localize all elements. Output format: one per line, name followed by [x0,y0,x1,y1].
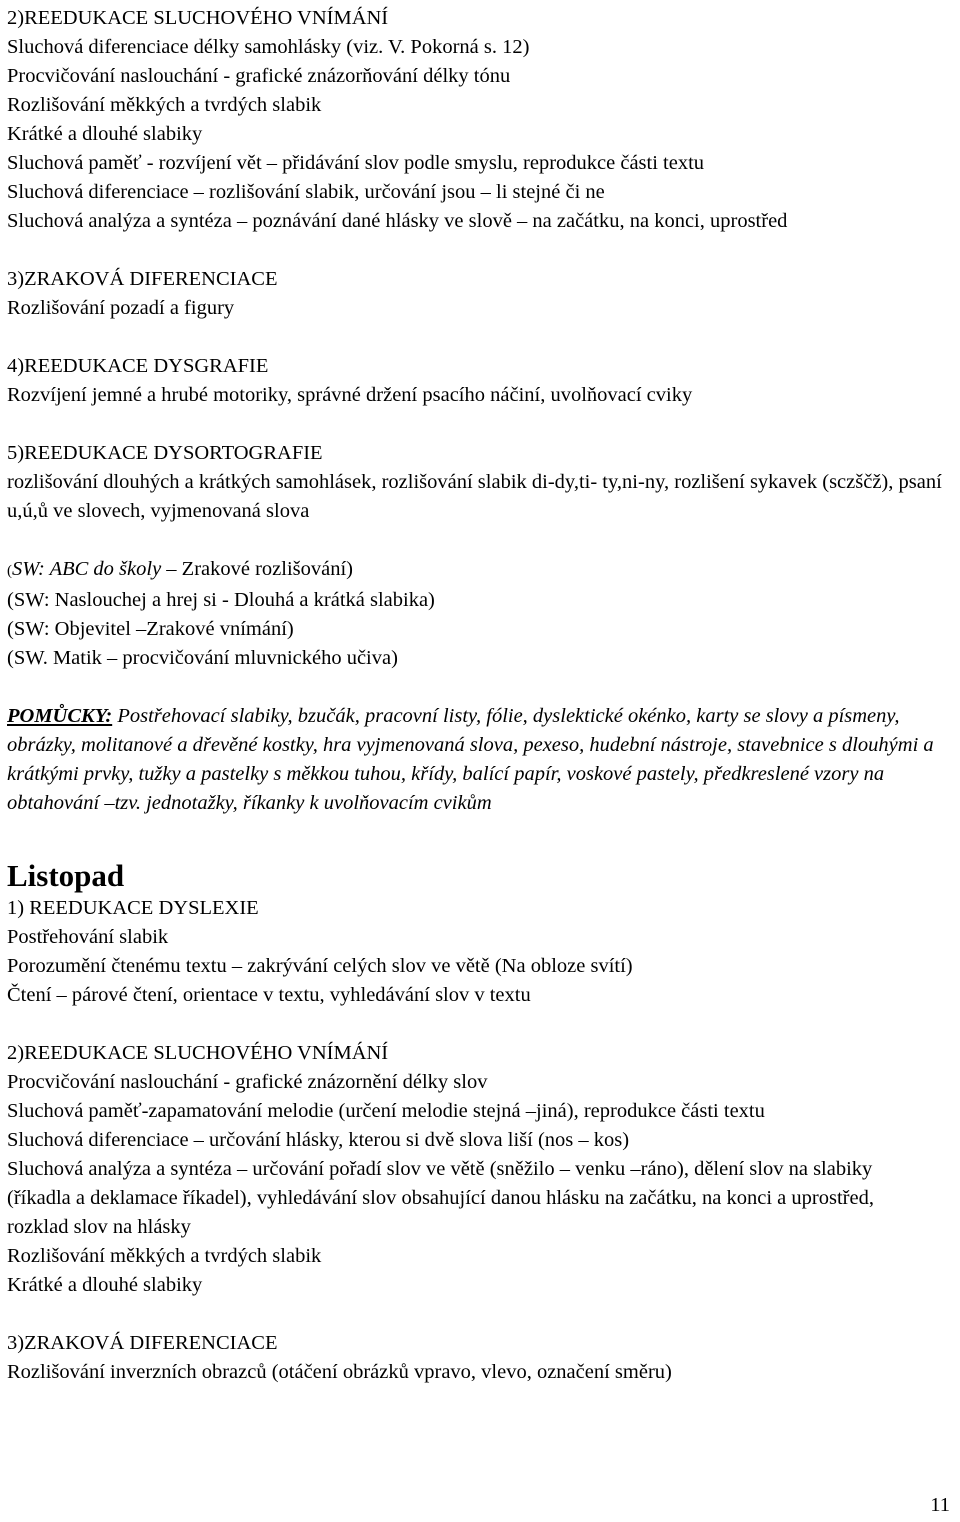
text-line: Čtení – párové čtení, orientace v textu, vyhledávání slov v textu [7,984,531,1006]
software-title: SW: ABC do školy [12,558,162,580]
page-number: 11 [930,1494,950,1516]
document-page [7,4,955,1387]
text-paragraph: rozlišování dlouhých a krátkých samohlásek, rozlišování slabik di-dy,ti- ty,ni-ny, rozlišení sykavek (sczščž), psaní u,ú,ů ve slovech, vyjmenovaná slova [7,471,942,522]
text-line: Rozlišování pozadí a figury [7,297,235,319]
section-heading: 5)REEDUKACE DYSORTOGRAFIE [7,442,323,464]
software-line: (SW: Naslouchej a hrej si - Dlouhá a krátká slabika) [7,589,435,611]
text-paragraph: Sluchová analýza a syntéza – poznávání dané hlásky ve slově – na začátku, na konci, uprostřed [7,210,788,232]
text-line: Sluchová diferenciace – určování hlásky, kterou si dvě slova liší (nos – kos) [7,1129,630,1151]
section-heading: 3)ZRAKOVÁ DIFERENCIACE [7,1332,278,1354]
text-line: Sluchová diferenciace – rozlišování slabik, určování jsou – li stejné či ne [7,181,605,203]
text-line: Porozumění čtenému textu – zakrývání celých slov ve větě (Na obloze svítí) [7,955,633,977]
software-line: (SW. Matik – procvičování mluvnického učiva) [7,647,398,669]
aids-text: Postřehovací slabiky, bzučák, pracovní listy, fólie, dyslektické okénko, karty se slovy a písmeny, obrázky, molitanové a dřevěné kostky, hra vyjmenovaná slova, pexeso, hudební nástroje, stavebnice s dlouhými a krátkými prvky, tužky a pastelky s měkkou tuhou, křídy, balící papír, voskové pastely, předkreslené vzory na obtahování –tzv. jednotažky, říkanky k uvolňovacím cvikům [7,705,934,814]
month-title: Listopad [7,858,125,893]
section-heading: 4)REEDUKACE DYSGRAFIE [7,355,269,377]
text-line: Rozvíjení jemné a hrubé motoriky, správné držení psacího náčiní, uvolňovací cviky [7,384,693,406]
text-line: Rozlišování měkkých a tvrdých slabik [7,94,322,116]
text-line: Krátké a dlouhé slabiky [7,123,203,145]
text-line: Procvičování naslouchání - grafické znázorňování délky tónu [7,65,511,87]
software-rest: – Zrakové rozlišování) [161,558,354,580]
text-line: Sluchová paměť-zapamatování melodie (určení melodie stejná –jiná), reprodukce části textu [7,1100,765,1122]
text-line: Sluchová paměť - rozvíjení vět – přidávání slov podle smyslu, reprodukce části textu [7,152,705,174]
text-line: Postřehování slabik [7,926,169,948]
section-heading: 3)ZRAKOVÁ DIFERENCIACE [7,268,278,290]
software-line: (SW: Objevitel –Zrakové vnímání) [7,618,294,640]
text-line: Krátké a dlouhé slabiky [7,1274,203,1296]
paren: ( [7,563,12,579]
text-line: Rozlišování inverzních obrazců (otáčení obrázků vpravo, vlevo, označení směru) [7,1361,672,1383]
section-heading: 1) REEDUKACE DYSLEXIE [7,897,259,919]
aids-paragraph [7,702,942,818]
aids-label: POMŮCKY: [7,705,113,727]
section-heading: 2)REEDUKACE SLUCHOVÉHO VNÍMÁNÍ [7,7,389,29]
section-heading: 2)REEDUKACE SLUCHOVÉHO VNÍMÁNÍ [7,1042,389,1064]
text-line: Procvičování naslouchání - grafické znázornění délky slov [7,1071,488,1093]
text-line: Sluchová diferenciace délky samohlásky (viz. V. Pokorná s. 12) [7,36,530,58]
text-paragraph: Sluchová analýza a syntéza – určování pořadí slov ve větě (sněžilo – venku –ráno), dělení slov na slabiky (říkadla a deklamace říkadel), vyhledávání slov obsahující danou hlásku na začátku, na konci a uprostřed, rozklad slov na hlásky [7,1158,874,1238]
text-line: Rozlišování měkkých a tvrdých slabik [7,1245,322,1267]
software-line [7,555,955,586]
